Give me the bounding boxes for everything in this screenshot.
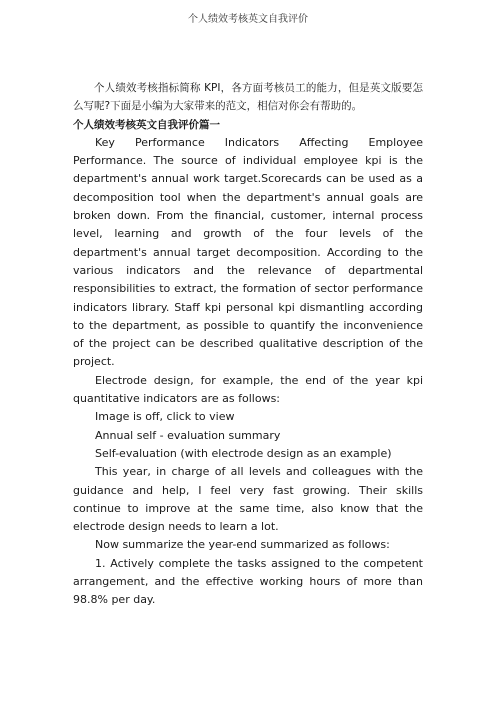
body-paragraph: Now summarize the year-end summarized as follows: — [95, 538, 390, 552]
body-paragraph: 1. Actively complete the tasks assigned to the competent arrangement, and the effective working hours of more than 98.8% per day. — [73, 556, 423, 607]
intro-paragraph: 个人绩效考核指标简称 KPI，各方面考核员工的能力，但是英文版要怎么写呢?下面是小编为大家带来的范文，相信对你会有帮助的。 — [73, 82, 423, 113]
body-paragraph: This year, in charge of all levels and colleagues with the guidance and help, I feel very fast growing. Their skills continue to improve at the same time, also know that the electrode design needs to learn a lot. — [73, 465, 423, 534]
body-paragraph: Image is off, click to view — [95, 410, 235, 424]
page-header: 个人绩效考核英文自我评价 — [188, 14, 308, 25]
body-paragraph: Self-evaluation (with electrode design as an example) — [95, 446, 392, 460]
body-paragraph: Electrode design, for example, the end of the year kpi quantitative indicators are as follows: — [73, 373, 423, 406]
section-title: 个人绩效考核英文自我评价篇一 — [73, 118, 220, 131]
body-paragraph: Annual self - evaluation summary — [95, 428, 281, 442]
document-body — [73, 79, 423, 610]
body-paragraph: Key Performance Indicators Affecting Employee Performance. The source of individual employee kpi is the department's annual work target.Scorecards can be used as a decomposition tool when the department's annual goals are broken down. From the financial, customer, internal process level, learning and growth of the four levels of the department's annual target decomposition. According to the various indicators and the relevance of departmental responsibilities to extract, the formation of sector performance indicators library. Staff kpi personal kpi dismantling according to the department, as possible to quantify the inconvenience of the project can be described qualitative description of the project. — [73, 135, 423, 369]
